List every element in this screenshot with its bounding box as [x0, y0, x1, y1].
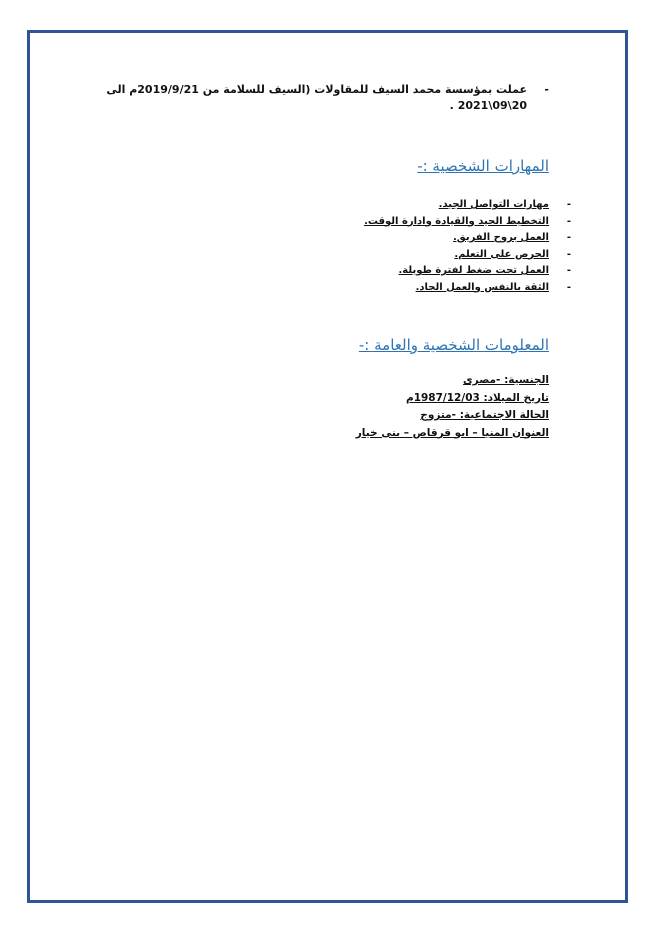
- personal-info-block: [80, 372, 549, 442]
- experience-bullet: -: [544, 83, 549, 96]
- experience-item: [80, 82, 549, 114]
- list-bullet: -: [566, 265, 571, 276]
- marital-status-line: الحالة الاجتماعية: -متزوج: [420, 409, 549, 421]
- list-item: - الحرص على التعلم.: [80, 247, 549, 264]
- list-item: - مهارات التواصل الجيد.: [80, 197, 549, 214]
- list-bullet: -: [566, 232, 571, 243]
- list-item: - التخطيط الجيد والقيادة وادارة الوقت.: [80, 214, 549, 231]
- experience-text: عملت بمؤسسة محمد السيف للمقاولات (السيف للسلامة من 2019/9/21م الى 20\09\2021 .: [106, 83, 527, 112]
- cv-content: [80, 82, 571, 442]
- personal-info-heading: المعلومات الشخصية والعامة :-: [358, 336, 549, 354]
- address-line: العنوان المنيا – ابو قرقاص – بنى خيار: [355, 426, 549, 439]
- list-bullet: -: [566, 215, 571, 227]
- nationality-line: الجنسية: -مصرى: [463, 374, 549, 386]
- skills-heading: المهارات الشخصية :-: [417, 157, 549, 175]
- list-item: - العمل تحت ضغط لفترة طويلة.: [80, 263, 549, 280]
- list-item: - الثقة بالنفس والعمل الجاد.: [80, 280, 549, 297]
- list-bullet: -: [566, 281, 571, 293]
- skills-list: [80, 197, 571, 296]
- list-item: - العمل بروح الفريق.: [80, 230, 549, 247]
- birthdate-line: تاريخ الميلاد: 1987/12/03م: [405, 391, 549, 404]
- list-bullet: -: [566, 199, 571, 210]
- list-bullet: -: [566, 248, 571, 260]
